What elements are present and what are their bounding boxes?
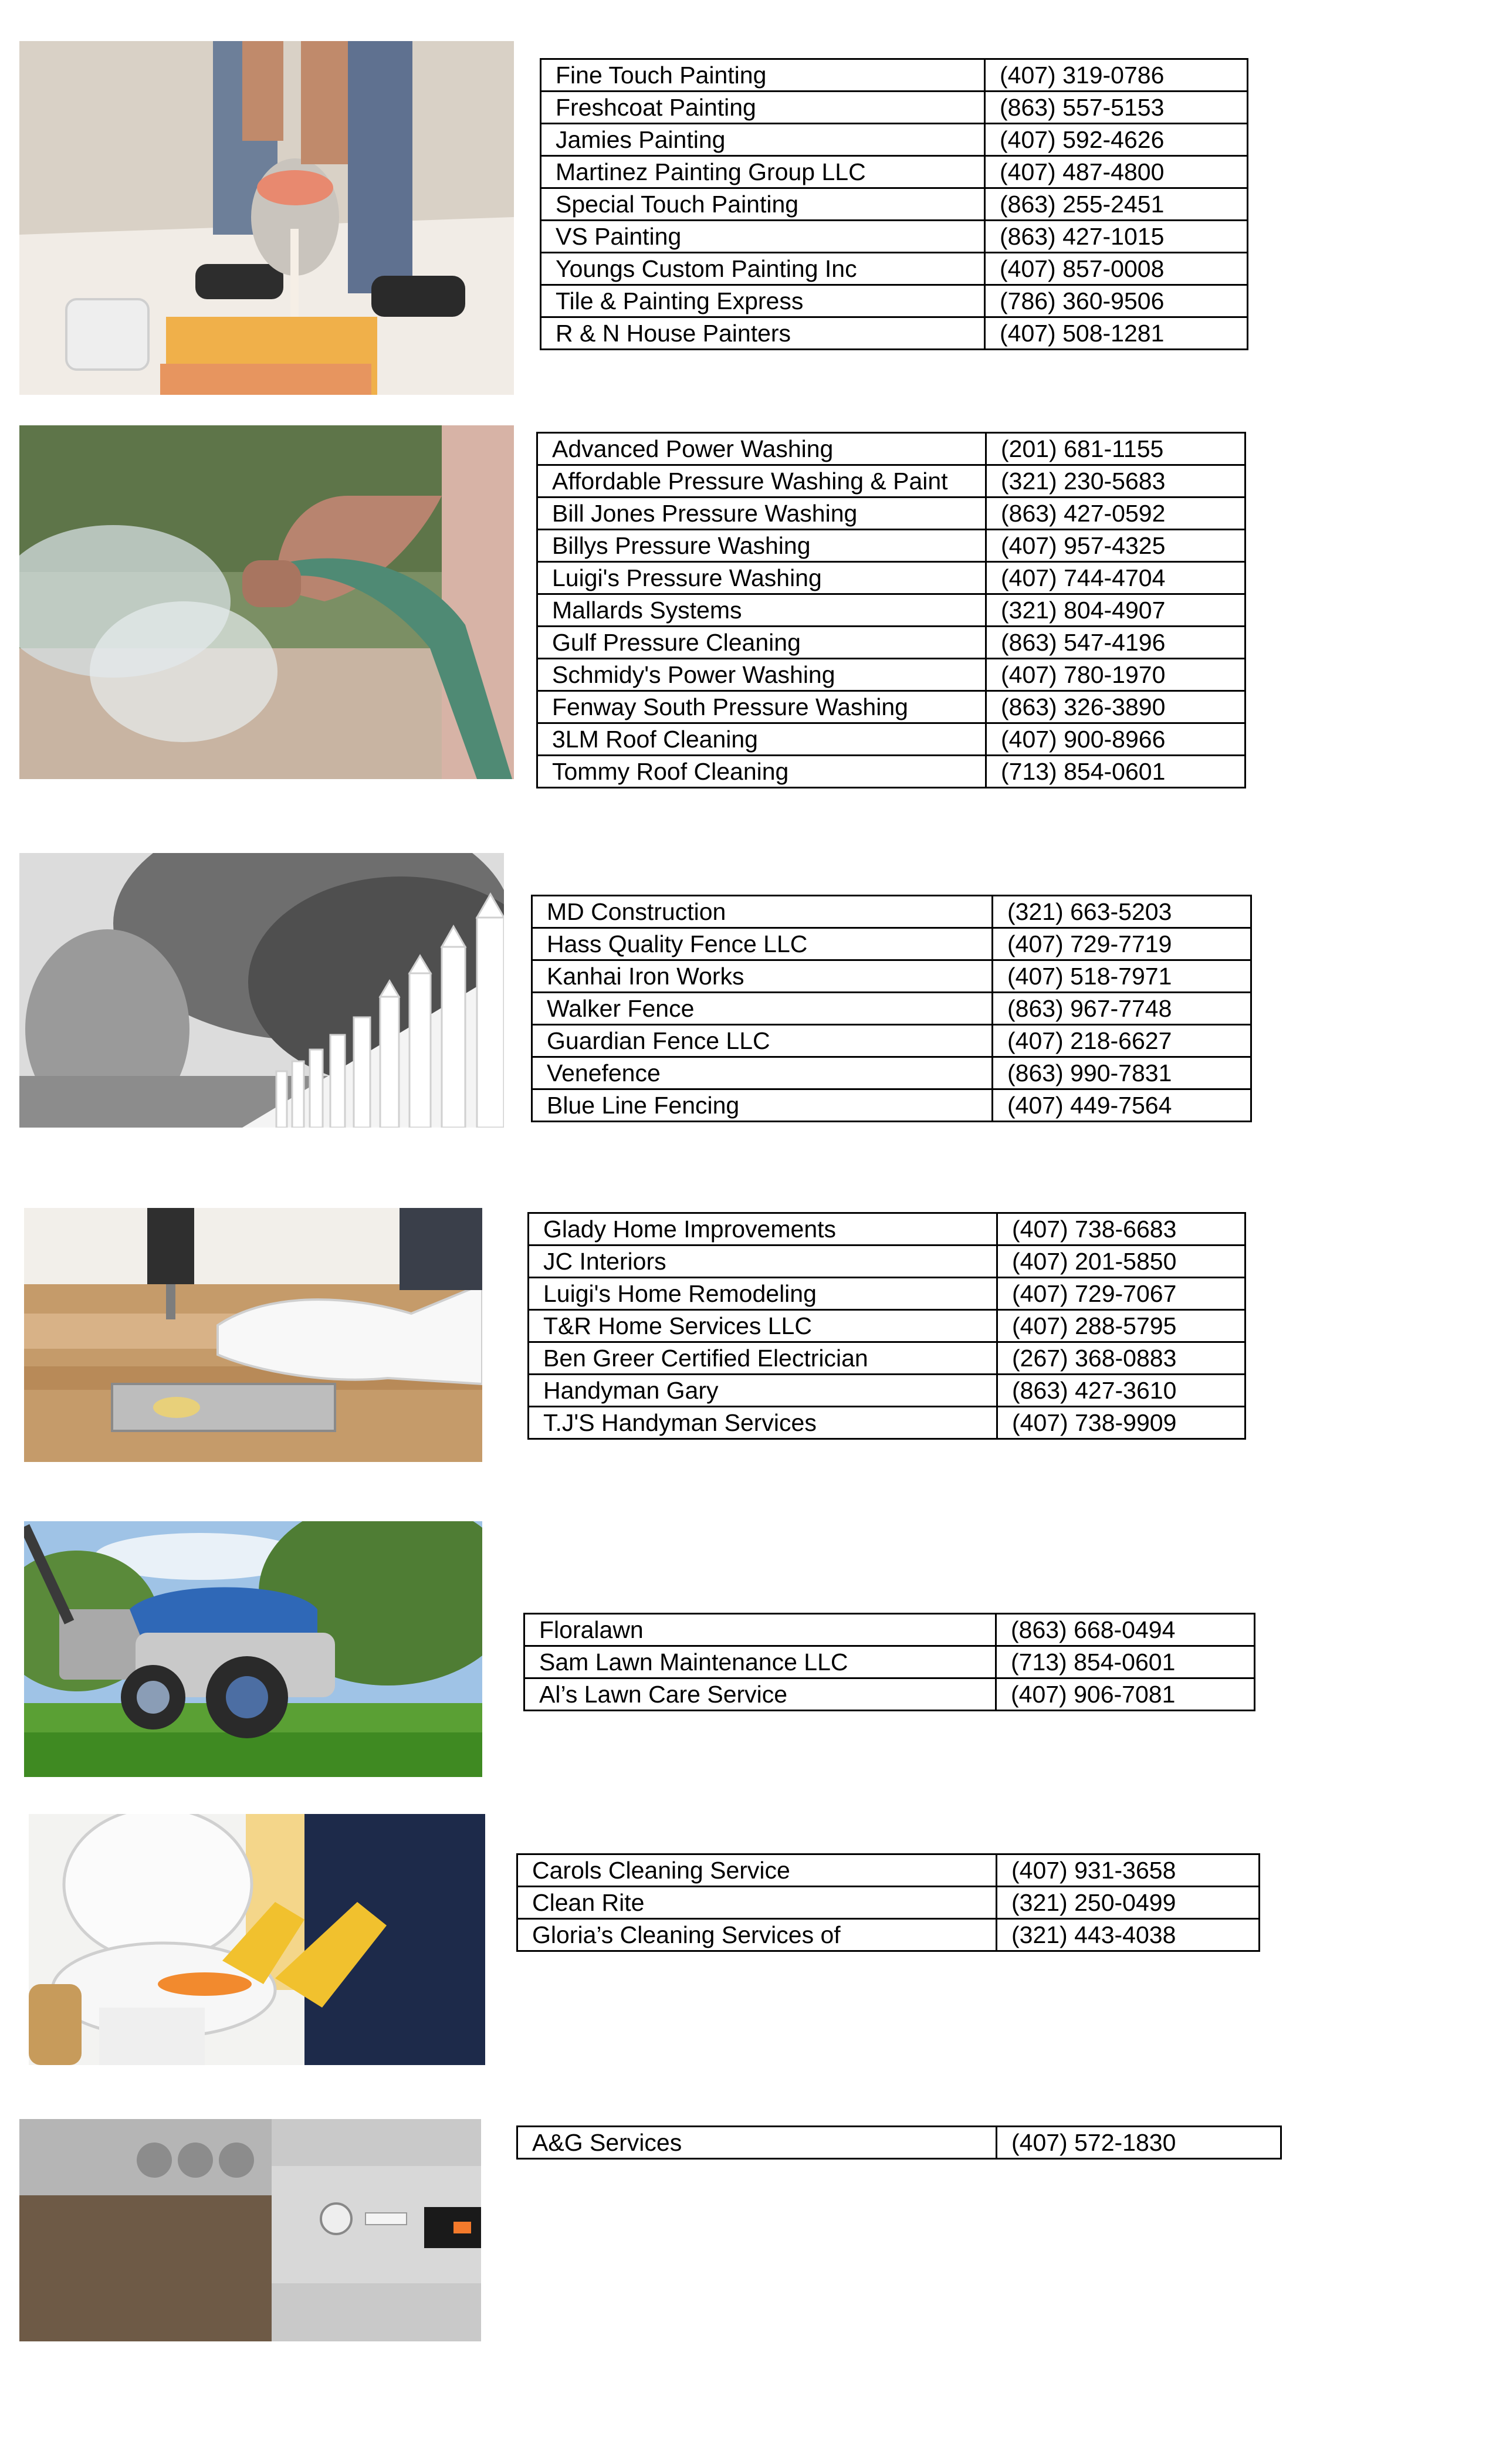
phone-number: (713) 854-0601 <box>996 1646 1255 1678</box>
phone-number: (863) 427-0592 <box>986 497 1245 530</box>
phone-number: (321) 663-5203 <box>993 896 1251 928</box>
phone-number: (407) 738-9909 <box>997 1407 1245 1439</box>
business-name: Mallards Systems <box>537 594 986 627</box>
phone-number: (863) 427-1015 <box>985 221 1248 253</box>
table-row <box>541 156 1248 188</box>
table-row <box>541 317 1248 350</box>
business-name: R & N House Painters <box>541 317 985 350</box>
table-row <box>524 1678 1255 1711</box>
business-name: Martinez Painting Group LLC <box>541 156 985 188</box>
table-row <box>517 1854 1260 1887</box>
fencing-table <box>531 895 1252 1122</box>
phone-number: (407) 729-7719 <box>993 928 1251 960</box>
phone-number: (407) 906-7081 <box>996 1678 1255 1711</box>
pressure-washing-photo <box>19 425 514 779</box>
table-row <box>524 1646 1255 1678</box>
phone-number: (863) 427-3610 <box>997 1375 1245 1407</box>
appliance-services-table <box>516 2125 1282 2160</box>
business-name: Ben Greer Certified Electrician <box>529 1342 997 1375</box>
lawn-care-table <box>523 1613 1255 1711</box>
table-row <box>537 723 1245 756</box>
phone-number: (407) 744-4704 <box>986 562 1245 594</box>
phone-number: (407) 572-1830 <box>997 2127 1281 2159</box>
table-row <box>541 59 1248 92</box>
handyman-photo <box>24 1208 482 1462</box>
business-name: Hass Quality Fence LLC <box>532 928 993 960</box>
table-row <box>537 756 1245 788</box>
appliance-photo <box>19 2119 481 2341</box>
business-name: Freshcoat Painting <box>541 92 985 124</box>
phone-number: (407) 201-5850 <box>997 1245 1245 1278</box>
phone-number: (863) 990-7831 <box>993 1057 1251 1089</box>
table-row <box>541 221 1248 253</box>
table-row <box>517 1887 1260 1919</box>
lawn-mower-photo <box>24 1521 482 1777</box>
table-row <box>532 1025 1251 1057</box>
business-name: Blue Line Fencing <box>532 1089 993 1122</box>
business-name: Guardian Fence LLC <box>532 1025 993 1057</box>
fence-photo <box>19 853 504 1128</box>
business-name: T&R Home Services LLC <box>529 1310 997 1342</box>
phone-number: (407) 857-0008 <box>985 253 1248 285</box>
business-name: Fine Touch Painting <box>541 59 985 92</box>
phone-number: (863) 668-0494 <box>996 1614 1255 1646</box>
phone-number: (713) 854-0601 <box>986 756 1245 788</box>
table-row <box>541 285 1248 317</box>
table-row <box>532 960 1251 993</box>
painting-contractors-table <box>540 58 1248 350</box>
table-row <box>541 124 1248 156</box>
business-name: Youngs Custom Painting Inc <box>541 253 985 285</box>
table-row <box>517 2127 1281 2159</box>
phone-number: (407) 738-6683 <box>997 1213 1245 1245</box>
table-row <box>537 627 1245 659</box>
pressure-washing-table <box>536 432 1246 788</box>
table-row <box>532 928 1251 960</box>
phone-number: (407) 780-1970 <box>986 659 1245 691</box>
business-name: Schmidy's Power Washing <box>537 659 986 691</box>
phone-number: (321) 443-4038 <box>997 1919 1260 1951</box>
table-row <box>537 530 1245 562</box>
phone-number: (407) 218-6627 <box>993 1025 1251 1057</box>
business-name: Al’s Lawn Care Service <box>524 1678 996 1711</box>
table-row <box>537 433 1245 465</box>
table-row <box>529 1342 1245 1375</box>
business-name: VS Painting <box>541 221 985 253</box>
phone-number: (321) 250-0499 <box>997 1887 1260 1919</box>
phone-number: (786) 360-9506 <box>985 285 1248 317</box>
table-row <box>529 1375 1245 1407</box>
phone-number: (407) 900-8966 <box>986 723 1245 756</box>
business-name: A&G Services <box>517 2127 997 2159</box>
table-row <box>532 1057 1251 1089</box>
phone-number: (407) 288-5795 <box>997 1310 1245 1342</box>
phone-number: (201) 681-1155 <box>986 433 1245 465</box>
phone-number: (407) 957-4325 <box>986 530 1245 562</box>
phone-number: (407) 449-7564 <box>993 1089 1251 1122</box>
phone-number: (407) 592-4626 <box>985 124 1248 156</box>
business-name: Luigi's Home Remodeling <box>529 1278 997 1310</box>
business-name: Walker Fence <box>532 993 993 1025</box>
phone-number: (407) 508-1281 <box>985 317 1248 350</box>
phone-number: (863) 557-5153 <box>985 92 1248 124</box>
phone-number: (863) 326-3890 <box>986 691 1245 723</box>
table-row <box>537 497 1245 530</box>
cleaning-table <box>516 1853 1260 1952</box>
business-name: Bill Jones Pressure Washing <box>537 497 986 530</box>
business-name: Kanhai Iron Works <box>532 960 993 993</box>
business-name: Handyman Gary <box>529 1375 997 1407</box>
business-name: 3LM Roof Cleaning <box>537 723 986 756</box>
table-row <box>529 1278 1245 1310</box>
phone-number: (863) 967-7748 <box>993 993 1251 1025</box>
phone-number: (863) 547-4196 <box>986 627 1245 659</box>
table-row <box>532 1089 1251 1122</box>
table-row <box>537 465 1245 497</box>
table-row <box>537 659 1245 691</box>
business-name: Glady Home Improvements <box>529 1213 997 1245</box>
table-row <box>529 1407 1245 1439</box>
business-name: Venefence <box>532 1057 993 1089</box>
phone-number: (407) 729-7067 <box>997 1278 1245 1310</box>
business-name: Billys Pressure Washing <box>537 530 986 562</box>
handyman-table <box>527 1212 1246 1440</box>
business-name: Gloria’s Cleaning Services of <box>517 1919 997 1951</box>
table-row <box>529 1310 1245 1342</box>
table-row <box>537 594 1245 627</box>
phone-number: (407) 931-3658 <box>997 1854 1260 1887</box>
table-row <box>537 691 1245 723</box>
business-name: Affordable Pressure Washing & Paint <box>537 465 986 497</box>
business-name: Tommy Roof Cleaning <box>537 756 986 788</box>
table-row <box>532 993 1251 1025</box>
business-name: Jamies Painting <box>541 124 985 156</box>
cleaning-photo <box>29 1814 485 2065</box>
table-row <box>541 188 1248 221</box>
table-row <box>529 1245 1245 1278</box>
business-name: Fenway South Pressure Washing <box>537 691 986 723</box>
business-name: Tile & Painting Express <box>541 285 985 317</box>
business-name: JC Interiors <box>529 1245 997 1278</box>
phone-number: (863) 255-2451 <box>985 188 1248 221</box>
business-name: Clean Rite <box>517 1887 997 1919</box>
table-row <box>541 253 1248 285</box>
business-name: Gulf Pressure Cleaning <box>537 627 986 659</box>
table-row <box>537 562 1245 594</box>
phone-number: (407) 319-0786 <box>985 59 1248 92</box>
phone-number: (267) 368-0883 <box>997 1342 1245 1375</box>
business-name: Carols Cleaning Service <box>517 1854 997 1887</box>
phone-number: (321) 230-5683 <box>986 465 1245 497</box>
business-name: T.J'S Handyman Services <box>529 1407 997 1439</box>
business-name: MD Construction <box>532 896 993 928</box>
painting-photo <box>19 41 514 395</box>
table-row <box>524 1614 1255 1646</box>
table-row <box>517 1919 1260 1951</box>
phone-number: (407) 518-7971 <box>993 960 1251 993</box>
table-row <box>532 896 1251 928</box>
business-name: Floralawn <box>524 1614 996 1646</box>
business-name: Sam Lawn Maintenance LLC <box>524 1646 996 1678</box>
phone-number: (407) 487-4800 <box>985 156 1248 188</box>
phone-number: (321) 804-4907 <box>986 594 1245 627</box>
business-name: Special Touch Painting <box>541 188 985 221</box>
table-row <box>541 92 1248 124</box>
business-name: Advanced Power Washing <box>537 433 986 465</box>
business-name: Luigi's Pressure Washing <box>537 562 986 594</box>
table-row <box>529 1213 1245 1245</box>
